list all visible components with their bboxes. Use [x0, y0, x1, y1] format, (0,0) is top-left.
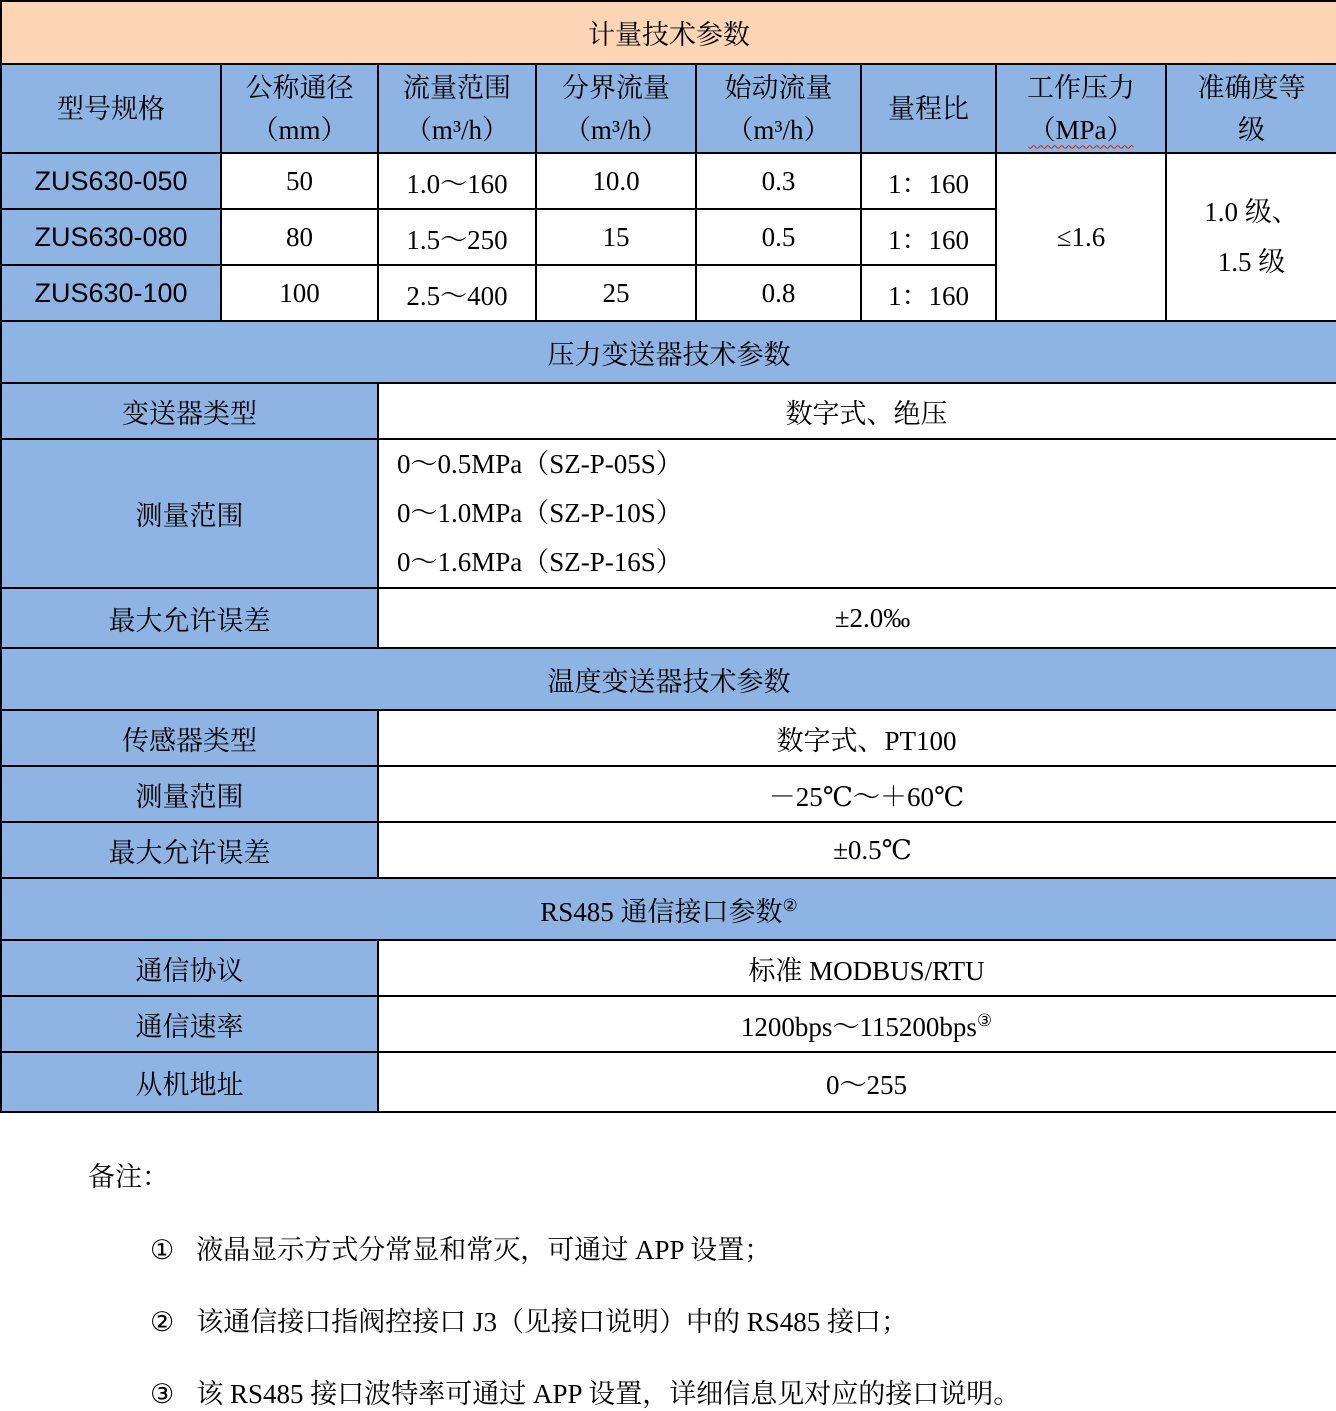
baud-rate-value	[378, 996, 1336, 1052]
sensor-type-label: 传感器类型	[1, 710, 378, 766]
baud-rate-label: 通信速率	[1, 996, 378, 1052]
sensor-type-value: 数字式、PT100	[378, 710, 1336, 766]
pressure-range-line-2: 0～1.0MPa（SZ-P-10S）	[397, 498, 683, 528]
pressure-error-value: ±2.0‰	[378, 588, 1336, 648]
col-header-turndown-ratio-label: 量程比	[888, 93, 969, 124]
list-item	[88, 1300, 1336, 1339]
turndown-ratio-cell: 1：160	[861, 265, 996, 321]
start-flow-cell: 0.5	[696, 209, 861, 265]
start-flow-cell: 0.8	[696, 265, 861, 321]
pressure-error-label: 最大允许误差	[1, 588, 378, 648]
col-header-working-pressure-unit: （MPa）	[1028, 114, 1134, 145]
flow-range-cell: 1.0～160	[378, 153, 536, 209]
col-header-flow-range-label: 流量范围	[403, 72, 511, 103]
notes-section	[0, 1113, 1336, 1411]
note-marker-2: ②	[150, 1307, 175, 1337]
col-header-start-flow-label: 始动流量	[724, 72, 833, 103]
col-header-start-flow-unit: （m³/h）	[726, 114, 831, 145]
metering-section-title: 计量技术参数	[1, 1, 1336, 64]
pressure-range-line-3: 0～1.6MPa（SZ-P-16S）	[397, 547, 683, 577]
col-header-dn-unit: （mm）	[251, 114, 348, 145]
start-flow-cell: 0.3	[696, 153, 861, 209]
col-header-turndown-ratio	[861, 64, 996, 153]
table-row	[1, 822, 1336, 878]
protocol-label: 通信协议	[1, 940, 378, 996]
col-header-accuracy-label: 准确度等级	[1197, 72, 1306, 145]
pressure-range-value	[378, 439, 1336, 588]
rs485-section-title-text: RS485 通信接口参数	[540, 896, 783, 927]
transition-flow-cell: 10.0	[536, 153, 696, 209]
rs485-title-note-ref: ②	[782, 895, 798, 915]
col-header-accuracy	[1166, 64, 1336, 153]
table-row	[1, 1052, 1336, 1112]
note-text-3: 该 RS485 接口波特率可通过 APP 设置，详细信息见对应的接口说明。	[196, 1379, 1021, 1409]
note-marker-3: ③	[150, 1379, 175, 1409]
list-item	[88, 1228, 1336, 1267]
transmitter-type-label: 变送器类型	[1, 383, 378, 439]
accuracy-cell	[1166, 153, 1336, 321]
model-cell: ZUS630-050	[1, 153, 221, 209]
col-header-working-pressure-label: 工作压力	[1027, 72, 1135, 103]
table-row	[1, 766, 1336, 822]
flow-range-cell: 1.5～250	[378, 209, 536, 265]
table-row	[1, 153, 1336, 209]
col-header-working-pressure	[996, 64, 1166, 153]
working-pressure-cell: ≤1.6	[996, 153, 1166, 321]
turndown-ratio-cell: 1：160	[861, 209, 996, 265]
col-header-transition-flow	[536, 64, 696, 153]
dn-cell: 80	[221, 209, 378, 265]
transmitter-type-value: 数字式、绝压	[378, 383, 1336, 439]
pressure-range-line-1: 0～0.5MPa（SZ-P-05S）	[397, 449, 683, 479]
col-header-model-label: 型号规格	[57, 93, 165, 124]
note-text-1: 液晶显示方式分常显和常灭，可通过 APP 设置；	[196, 1235, 772, 1265]
model-cell: ZUS630-100	[1, 265, 221, 321]
table-row	[1, 439, 1336, 588]
col-header-model	[1, 64, 221, 153]
col-header-transition-flow-label: 分界流量	[562, 72, 670, 103]
temperature-range-label: 测量范围	[1, 766, 378, 822]
accuracy-line-2: 1.5 级	[1217, 247, 1286, 277]
col-header-transition-flow-unit: （m³/h）	[563, 114, 669, 145]
pressure-section-title: 压力变送器技术参数	[1, 321, 1336, 383]
col-header-flow-range	[378, 64, 536, 153]
baud-rate-note-ref: ③	[976, 1010, 993, 1030]
dn-cell: 50	[221, 153, 378, 209]
protocol-value: 标准 MODBUS/RTU	[378, 940, 1336, 996]
list-item	[88, 1372, 1336, 1411]
table-row	[1, 996, 1336, 1052]
note-text-2: 该通信接口指阀控接口 J3（见接口说明）中的 RS485 接口；	[196, 1307, 908, 1337]
notes-heading: 备注：	[88, 1162, 169, 1192]
rs485-section-title	[1, 878, 1336, 940]
baud-rate-value-text: 1200bps～115200bps	[740, 1011, 977, 1042]
transition-flow-cell: 15	[536, 209, 696, 265]
accuracy-line-1: 1.0 级、	[1204, 197, 1299, 227]
flow-range-cell: 2.5～400	[378, 265, 536, 321]
temperature-error-value: ±0.5℃	[378, 822, 1336, 878]
col-header-dn	[221, 64, 378, 153]
transition-flow-cell: 25	[536, 265, 696, 321]
temperature-range-value: －25℃～＋60℃	[378, 766, 1336, 822]
temperature-section-title: 温度变送器技术参数	[1, 648, 1336, 710]
pressure-range-label: 测量范围	[1, 439, 378, 588]
model-cell: ZUS630-080	[1, 209, 221, 265]
table-row	[1, 588, 1336, 648]
col-header-start-flow	[696, 64, 861, 153]
temperature-error-label: 最大允许误差	[1, 822, 378, 878]
col-header-flow-range-unit: （m³/h）	[404, 114, 510, 145]
slave-address-value: 0～255	[378, 1052, 1336, 1112]
dn-cell: 100	[221, 265, 378, 321]
slave-address-label: 从机地址	[1, 1052, 378, 1112]
note-marker-1: ①	[150, 1235, 175, 1265]
table-row	[1, 940, 1336, 996]
turndown-ratio-cell: 1：160	[861, 153, 996, 209]
table-row	[1, 710, 1336, 766]
table-row	[1, 383, 1336, 439]
col-header-dn-label: 公称通径	[245, 72, 354, 103]
